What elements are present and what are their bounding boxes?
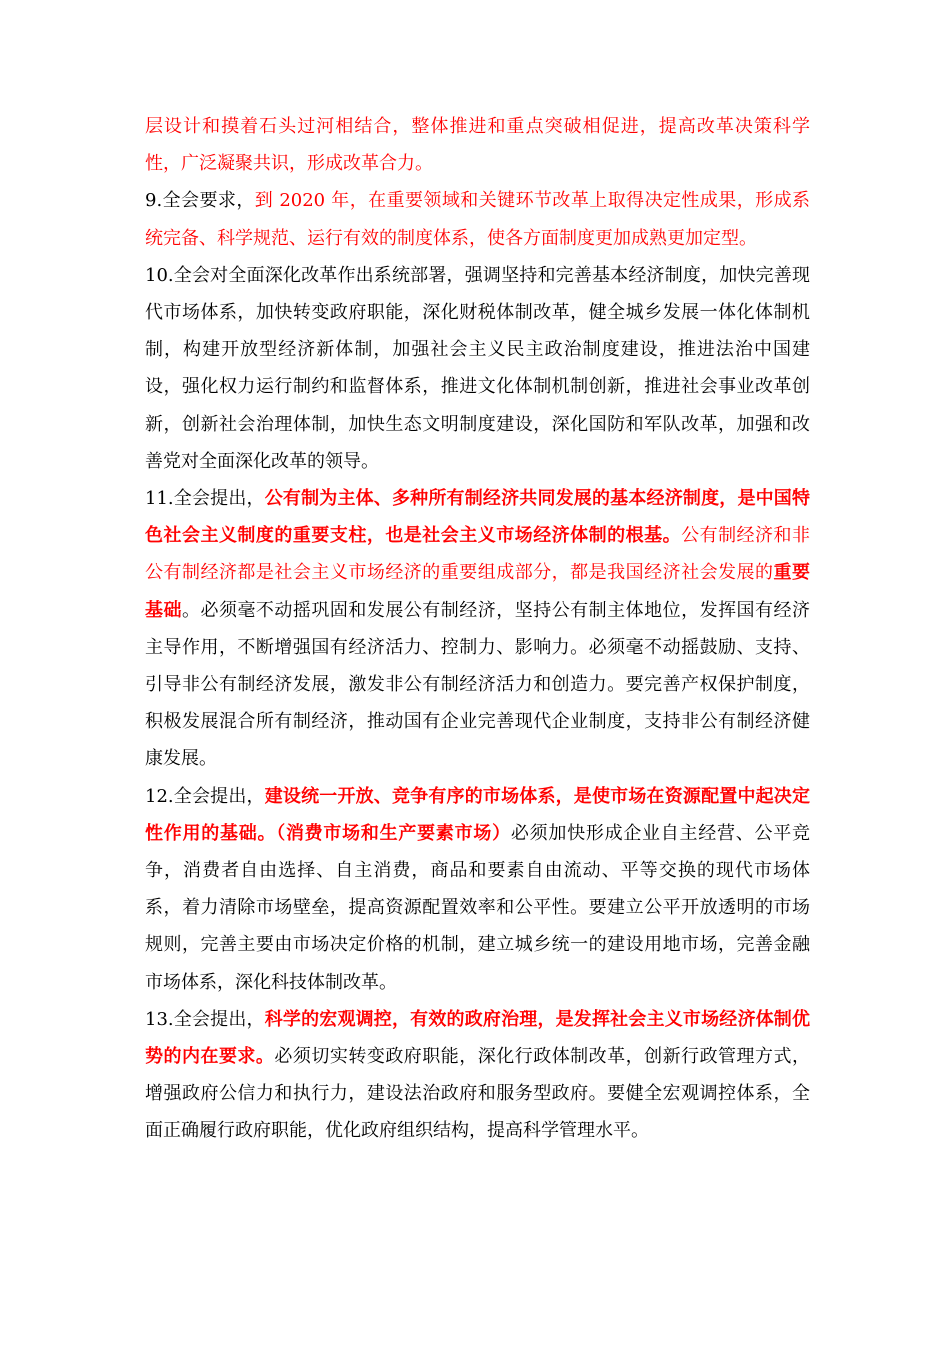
paragraph-13 (145, 1001, 810, 1150)
paragraph-text: 。必须毫不动摇巩固和发展公有制经济，坚持公有制主体地位，发挥国有经济主导作用，不断增强国有经济活力、控制力、影响力。必须毫不动摇鼓励、支持、引导非公有制经济发展，激发非公有制经济活力和创造力。要完善产权保护制度，积极发展混合所有制经济，推动国有企业完善现代企业制度，支持非公有制经济健康发展。 (145, 599, 811, 770)
paragraph-11 (145, 480, 810, 778)
paragraph-9 (145, 182, 810, 256)
highlight-bold-text: 建设统一开放、竞争有序的市场体系，是使市场在资源配置中起决定性作用的基础。（消费市场和生产要素市场） (145, 785, 810, 844)
paragraph-lead: 12.全会提出， (145, 785, 265, 807)
paragraph-12 (145, 778, 810, 1001)
document-body (145, 108, 810, 1150)
highlight-text: 层设计和摸着石头过河相结合，整体推进和重点突破相促进，提高改革决策科学性，广泛凝聚共识，形成改革合力。 (145, 116, 810, 175)
highlight-bold-text: 科学的宏观调控，有效的政府治理，是发挥社会主义市场经济体制优势的内在要求。 (145, 1008, 810, 1068)
highlight-bold-text: 重要基础 (145, 562, 811, 621)
paragraph-lead: 9.全会要求， (145, 190, 255, 212)
paragraph-text: 10.全会对全面深化改革作出系统部署，强调坚持和完善基本经济制度，加快完善现代市场体系，加快转变政府职能，深化财税体制改革，健全城乡发展一体化体制机制，构建开放型经济新体制，加强社会主义民主政治制度建设，推进法治中国建设，强化权力运行制约和监督体系，推进文化体制机制创新，推进社会事业改革创新，创新社会治理体制，加快生态文明制度建设，深化国防和军队改革，加强和改善党对全面深化改革的领导。 (145, 264, 810, 472)
paragraph-lead: 13.全会提出， (145, 1008, 265, 1030)
paragraph-lead: 11.全会提出， (145, 488, 265, 510)
paragraph-text: 必须加快形成企业自主经营、公平竞争，消费者自由选择、自主消费，商品和要素自由流动、平等交换的现代市场体系，着力清除市场壁垒，提高资源配置效率和公平性。要建立公平开放透明的市场规则，完善主要由市场决定价格的机制，建立城乡统一的建设用地市场，完善金融市场体系，深化科技体制改革。 (145, 822, 811, 993)
highlight-text: 到 2020 年，在重要领域和关键环节改革上取得决定性成果，形成系统完备、科学规范、运行有效的制度体系，使各方面制度更加成熟更加定型。 (145, 190, 810, 249)
paragraph-continuation (145, 108, 810, 182)
paragraph-text: 必须切实转变政府职能，深化行政体制改革，创新行政管理方式，增强政府公信力和执行力，建设法治政府和服务型政府。要健全宏观调控体系，全面正确履行政府职能，优化政府组织结构，提高科学管理水平。 (145, 1046, 811, 1142)
highlight-text: 公有制经济和非公有制经济都是社会主义市场经济的重要组成部分，都是我国经济社会发展的 (145, 525, 811, 584)
paragraph-10 (145, 257, 810, 480)
highlight-bold-text: 公有制为主体、多种所有制经济共同发展的基本经济制度，是中国特色社会主义制度的重要支柱，也是社会主义市场经济体制的根基。 (145, 488, 810, 547)
